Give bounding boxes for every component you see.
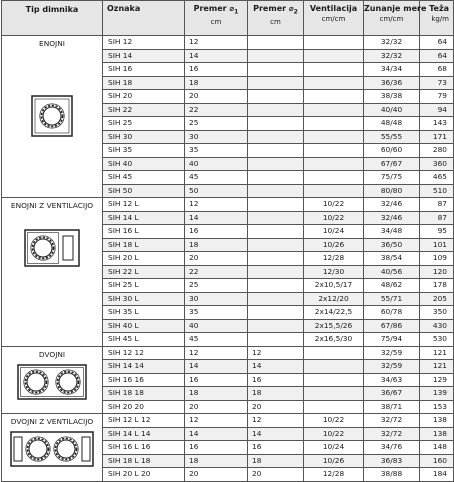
cell-teza: 121	[420, 360, 454, 374]
table-row	[2, 346, 454, 360]
cell-teza: 171	[420, 130, 454, 144]
cell-vent: 10/26	[304, 238, 364, 252]
cell-p1: 14	[185, 427, 248, 441]
cell-oznaka: SIH 12 12	[103, 346, 185, 360]
chimney-type-name: DVOJNI	[38, 349, 66, 359]
cell-p2	[248, 319, 304, 333]
cell-zun: 32/46	[364, 198, 420, 212]
cell-p1: 20	[185, 90, 248, 104]
cell-zun: 32/72	[364, 414, 420, 428]
cell-p1: 40	[185, 157, 248, 171]
cell-teza: 87	[420, 198, 454, 212]
cell-vent	[304, 90, 364, 104]
cell-zun: 32/32	[364, 36, 420, 50]
cell-oznaka: SIH 40 L	[103, 319, 185, 333]
cell-oznaka: SIH 20	[103, 90, 185, 104]
cell-p2	[248, 130, 304, 144]
cell-vent: 10/22	[304, 427, 364, 441]
cell-oznaka: SIH 14 14	[103, 360, 185, 374]
cell-p1: 18	[185, 454, 248, 468]
chimney-type-cell	[2, 198, 103, 347]
cell-vent: 10/24	[304, 225, 364, 239]
table-row	[2, 198, 454, 212]
cell-oznaka: SIH 20 L 20	[103, 468, 185, 482]
cell-zun: 32/59	[364, 360, 420, 374]
cell-oznaka: SIH 18 L 18	[103, 454, 185, 468]
table-row	[2, 414, 454, 428]
col-header-premer1: Premer $⌀_1$ cm	[185, 1, 248, 36]
cell-teza: 64	[420, 36, 454, 50]
cell-zun: 80/80	[364, 184, 420, 198]
cell-teza: 129	[420, 373, 454, 387]
cell-p2	[248, 36, 304, 50]
cell-p2	[248, 198, 304, 212]
cell-p1: 20	[185, 468, 248, 482]
cell-oznaka: SIH 12 L	[103, 198, 185, 212]
cell-p2	[248, 76, 304, 90]
cell-teza: 73	[420, 76, 454, 90]
cell-p1: 14	[185, 49, 248, 63]
cell-zun: 40/40	[364, 103, 420, 117]
cell-p2	[248, 103, 304, 117]
cell-p2	[248, 211, 304, 225]
cell-zun: 32/72	[364, 427, 420, 441]
cell-oznaka: SIH 20 L	[103, 252, 185, 266]
cell-teza: 120	[420, 265, 454, 279]
cell-teza: 138	[420, 414, 454, 428]
cell-p2	[248, 184, 304, 198]
cell-zun: 32/32	[364, 49, 420, 63]
cell-teza: 148	[420, 441, 454, 455]
single-chimney-with-vent-icon	[2, 229, 102, 267]
chimney-type-cell	[2, 346, 103, 414]
cell-vent: 2x12/20	[304, 292, 364, 306]
cell-zun: 34/48	[364, 225, 420, 239]
col-header-premer2: Premer $⌀_2$ cm	[248, 1, 304, 36]
cell-teza: 68	[420, 63, 454, 77]
cell-p2	[248, 144, 304, 158]
cell-vent	[304, 387, 364, 401]
cell-oznaka: SIH 12	[103, 36, 185, 50]
cell-p1: 45	[185, 333, 248, 347]
cell-p1: 16	[185, 373, 248, 387]
cell-p1: 18	[185, 387, 248, 401]
cell-zun: 38/88	[364, 468, 420, 482]
cell-vent: 10/22	[304, 211, 364, 225]
cell-p2	[248, 171, 304, 185]
cell-vent: 10/26	[304, 454, 364, 468]
cell-vent	[304, 184, 364, 198]
cell-vent	[304, 117, 364, 131]
cell-p2: 18	[248, 387, 304, 401]
double-chimney-icon	[2, 364, 102, 400]
cell-oznaka: SIH 45 L	[103, 333, 185, 347]
cell-p1: 40	[185, 319, 248, 333]
cell-p1: 35	[185, 306, 248, 320]
cell-p2: 12	[248, 414, 304, 428]
cell-oznaka: SIH 22 L	[103, 265, 185, 279]
cell-zun: 48/62	[364, 279, 420, 293]
cell-vent: 2x15,5/26	[304, 319, 364, 333]
col-header-ventilacija: Ventilacija cm/cm	[304, 1, 364, 36]
cell-teza: 143	[420, 117, 454, 131]
cell-p1: 16	[185, 63, 248, 77]
cell-oznaka: SIH 18	[103, 76, 185, 90]
cell-p2	[248, 49, 304, 63]
cell-teza: 109	[420, 252, 454, 266]
chimney-type-name: DVOJNI Z VENTILACIJO	[10, 417, 94, 426]
cell-p1: 12	[185, 346, 248, 360]
cell-vent: 2x16,5/30	[304, 333, 364, 347]
cell-teza: 205	[420, 292, 454, 306]
cell-p1: 12	[185, 36, 248, 50]
cell-oznaka: SIH 25	[103, 117, 185, 131]
cell-teza: 350	[420, 306, 454, 320]
cell-zun: 60/60	[364, 144, 420, 158]
cell-vent: 12/30	[304, 265, 364, 279]
cell-oznaka: SIH 16 16	[103, 373, 185, 387]
chimney-type-cell	[2, 414, 103, 482]
cell-p1: 14	[185, 360, 248, 374]
col-header-tip: Tip dimnika	[2, 1, 103, 36]
cell-vent: 2x14/22,5	[304, 306, 364, 320]
cell-p2: 14	[248, 360, 304, 374]
cell-oznaka: SIH 30 L	[103, 292, 185, 306]
cell-teza: 160	[420, 454, 454, 468]
cell-zun: 75/94	[364, 333, 420, 347]
cell-oznaka: SIH 30	[103, 130, 185, 144]
cell-p2	[248, 90, 304, 104]
cell-p2: 16	[248, 373, 304, 387]
cell-zun: 67/67	[364, 157, 420, 171]
cell-teza: 87	[420, 211, 454, 225]
cell-p1: 35	[185, 144, 248, 158]
cell-oznaka: SIH 20 20	[103, 400, 185, 414]
cell-p1: 45	[185, 171, 248, 185]
cell-vent: 2x10,5/17	[304, 279, 364, 293]
cell-oznaka: SIH 14 L 14	[103, 427, 185, 441]
cell-oznaka: SIH 40	[103, 157, 185, 171]
cell-p2	[248, 292, 304, 306]
cell-zun: 34/76	[364, 441, 420, 455]
cell-zun: 75/75	[364, 171, 420, 185]
cell-oznaka: SIH 50	[103, 184, 185, 198]
cell-teza: 465	[420, 171, 454, 185]
cell-vent	[304, 346, 364, 360]
cell-p2	[248, 252, 304, 266]
cell-p1: 18	[185, 238, 248, 252]
cell-p2	[248, 117, 304, 131]
cell-p1: 20	[185, 252, 248, 266]
cell-zun: 36/36	[364, 76, 420, 90]
cell-p2	[248, 157, 304, 171]
cell-vent	[304, 36, 364, 50]
cell-p1: 20	[185, 400, 248, 414]
cell-p2	[248, 279, 304, 293]
cell-p2	[248, 225, 304, 239]
cell-oznaka: SIH 16 L 16	[103, 441, 185, 455]
cell-p2	[248, 306, 304, 320]
cell-teza: 138	[420, 427, 454, 441]
cell-p2: 16	[248, 441, 304, 455]
cell-vent: 10/22	[304, 198, 364, 212]
cell-p2	[248, 333, 304, 347]
cell-zun: 55/71	[364, 292, 420, 306]
cell-teza: 530	[420, 333, 454, 347]
cell-zun: 36/50	[364, 238, 420, 252]
cell-zun: 48/48	[364, 117, 420, 131]
cell-oznaka: SIH 35 L	[103, 306, 185, 320]
chimney-spec-table	[1, 0, 454, 482]
cell-p2: 14	[248, 427, 304, 441]
cell-teza: 510	[420, 184, 454, 198]
cell-oznaka: SIH 25 L	[103, 279, 185, 293]
cell-zun: 34/34	[364, 63, 420, 77]
cell-p1: 25	[185, 117, 248, 131]
cell-p2	[248, 63, 304, 77]
cell-p1: 16	[185, 441, 248, 455]
table-row	[2, 36, 454, 50]
cell-oznaka: SIH 16 L	[103, 225, 185, 239]
cell-vent: 10/22	[304, 414, 364, 428]
cell-teza: 360	[420, 157, 454, 171]
cell-vent	[304, 360, 364, 374]
cell-teza: 94	[420, 103, 454, 117]
cell-p1: 14	[185, 211, 248, 225]
cell-p2: 12	[248, 346, 304, 360]
cell-oznaka: SIH 18 18	[103, 387, 185, 401]
cell-teza: 79	[420, 90, 454, 104]
cell-vent: 12/28	[304, 252, 364, 266]
cell-zun: 40/56	[364, 265, 420, 279]
cell-teza: 430	[420, 319, 454, 333]
chimney-type-name: ENOJNI	[39, 39, 65, 48]
cell-oznaka: SIH 35	[103, 144, 185, 158]
cell-p2	[248, 265, 304, 279]
cell-oznaka: SIH 14 L	[103, 211, 185, 225]
cell-teza: 178	[420, 279, 454, 293]
cell-vent	[304, 63, 364, 77]
cell-zun: 55/55	[364, 130, 420, 144]
cell-oznaka: SIH 14	[103, 49, 185, 63]
cell-vent	[304, 144, 364, 158]
cell-zun: 38/38	[364, 90, 420, 104]
col-header-zunanje-mere: Zunanje mere cm/cm	[364, 1, 420, 36]
cell-vent	[304, 76, 364, 90]
cell-zun: 34/63	[364, 373, 420, 387]
col-header-oznaka: Oznaka	[103, 1, 185, 36]
cell-vent	[304, 157, 364, 171]
cell-p2: 18	[248, 454, 304, 468]
cell-zun: 38/71	[364, 400, 420, 414]
cell-p1: 16	[185, 225, 248, 239]
cell-teza: 184	[420, 468, 454, 482]
cell-vent	[304, 130, 364, 144]
cell-oznaka: SIH 16	[103, 63, 185, 77]
cell-zun: 60/78	[364, 306, 420, 320]
cell-teza: 95	[420, 225, 454, 239]
cell-p2	[248, 238, 304, 252]
cell-zun: 32/46	[364, 211, 420, 225]
table-body	[2, 36, 454, 482]
cell-zun: 32/59	[364, 346, 420, 360]
table-header-row	[2, 1, 454, 36]
cell-vent	[304, 49, 364, 63]
cell-p2: 20	[248, 468, 304, 482]
cell-zun: 36/67	[364, 387, 420, 401]
cell-teza: 139	[420, 387, 454, 401]
cell-vent: 12/28	[304, 468, 364, 482]
single-chimney-icon	[2, 95, 102, 137]
cell-vent	[304, 400, 364, 414]
cell-oznaka: SIH 22	[103, 103, 185, 117]
cell-vent	[304, 103, 364, 117]
cell-p2: 20	[248, 400, 304, 414]
col-header-teza: Teža kg/m	[420, 1, 454, 36]
cell-oznaka: SIH 45	[103, 171, 185, 185]
cell-p1: 12	[185, 414, 248, 428]
cell-teza: 280	[420, 144, 454, 158]
cell-p1: 25	[185, 279, 248, 293]
cell-oznaka: SIH 12 L 12	[103, 414, 185, 428]
cell-teza: 121	[420, 346, 454, 360]
cell-zun: 36/83	[364, 454, 420, 468]
double-chimney-with-vent-icon	[2, 431, 102, 467]
cell-p1: 22	[185, 265, 248, 279]
cell-teza: 64	[420, 49, 454, 63]
cell-oznaka: SIH 18 L	[103, 238, 185, 252]
cell-p1: 30	[185, 292, 248, 306]
cell-vent: 10/24	[304, 441, 364, 455]
cell-zun: 67/86	[364, 319, 420, 333]
cell-p1: 12	[185, 198, 248, 212]
cell-vent	[304, 373, 364, 387]
chimney-type-cell	[2, 36, 103, 198]
cell-p1: 18	[185, 76, 248, 90]
cell-teza: 101	[420, 238, 454, 252]
chimney-type-name: ENOJNI Z VENTILACIJO	[10, 201, 94, 210]
cell-p1: 22	[185, 103, 248, 117]
cell-zun: 38/54	[364, 252, 420, 266]
cell-p1: 50	[185, 184, 248, 198]
cell-p1: 30	[185, 130, 248, 144]
cell-vent	[304, 171, 364, 185]
cell-teza: 153	[420, 400, 454, 414]
